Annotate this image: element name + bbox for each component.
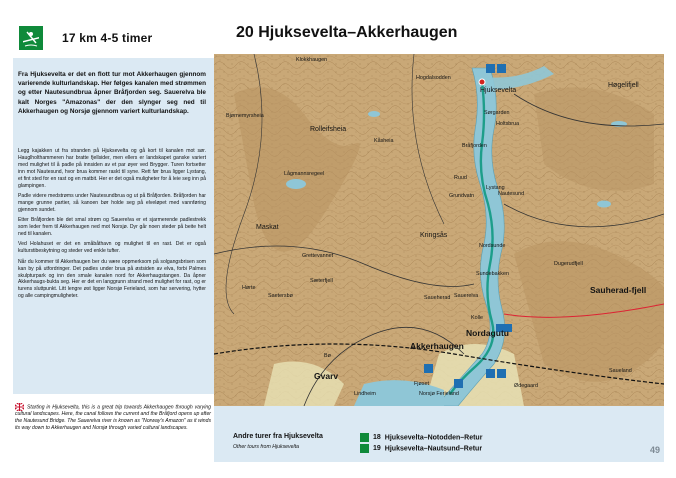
map-label: Ruud: [454, 175, 467, 181]
paragraph: Legg kajakken ut fra stranden på Hjuksevelta og gå kort til kanalen mot sør. Hauglholthammeren har bratte fjellsider, men ellers er landskapet ganske variert med mulighet til å padle på innsiden av et par øyer ved Brygger. Turen fortsetter inn mot Nautesund, hvor brua kommer raskt til syne. Rett før brua ligger Lystang, et fint sted for en rast og en matbit. Her er det også muligheter for å leie seg inn på glampingen.: [18, 148, 206, 189]
page-number: 49: [650, 445, 661, 455]
tour-number: 18: [373, 434, 381, 442]
map-label: Rolleifsheia: [310, 126, 347, 133]
other-tours-subtitle: Other tours from Hjuksevelta: [233, 444, 300, 450]
map-label: Akkerhaugen: [410, 341, 464, 351]
map-label: Sauherad-fjell: [590, 285, 647, 295]
map-label: Nordsunde: [479, 243, 506, 249]
paragraph: Padle videre medstrøms under Nautesundbrua og ut på Bråfjorden. Bråfjorden har mange grunne partier, så kanoen bør holde seg på elveløpet med vannføring gjennom sundet.: [18, 192, 206, 213]
map-label: Lindheim: [354, 391, 376, 397]
map-label: Saueland: [609, 368, 632, 374]
intro-text: Fra Hjuksevelta er det en flott tur mot Akkerhaugen gjennom varierende kulturlandskap. Her følges kanalen med strømmen og etter Nautesundbrua åpner Bråfjorden seg. Sauerelva ble kalt Norges "Amazonas" der den slynger seg ned til Akkerhaugen og Norsjø gjennom variert kulturlandskap.: [18, 71, 206, 115]
other-tour-item[interactable]: [360, 444, 482, 453]
map-label: Kåsheia: [374, 138, 394, 144]
map-label: Høgelifjell: [608, 82, 639, 89]
uk-flag-icon: [15, 403, 24, 411]
map-label: Klokkhaugen: [296, 57, 328, 63]
paragraph: Når du kommer til Akkerhaugen ber du være oppmerksom på solgangsbrisen som kan by på utfordringer. Det padles under brua på østsiden av elva, forbi Palmes skulpturpark og inn den smale kanalen nord for Akkerhaugstangen. Da åpner Akkerhaugs-bukta seg. Her er det en langgrunn strand med mulighet for rast, og er turens sluttpunkt. Litt lengre øst ligger Norsjø Ferieland, som har servering, hytter og alle campingmuligheter.: [18, 258, 206, 300]
map-label: Bjørnemyrsheia: [226, 113, 264, 119]
page-edge: [664, 54, 676, 406]
map-label: Nordagutu: [466, 328, 509, 338]
map-label: Hørte: [242, 285, 256, 291]
kayak-icon: [360, 433, 369, 442]
map-label: Kringsås: [420, 232, 448, 239]
other-tours-title: Andre turer fra Hjuksevelta: [233, 433, 323, 440]
distance-time: 17 km 4-5 timer: [62, 31, 153, 45]
map-label: Lystang: [486, 185, 505, 191]
english-text: Starting in Hjuksevelta, this is a great trip towards Akkerhaugen through varying cultural landscapes. Here, the canal follows the current and the Bråfjord opens up after the Nautesund Bridge. The Sauerelva river is known as "Norway's Amazon" as it winds its way down to Akkerhaugen and Norsjø through varied cultural landscapes.: [15, 404, 211, 432]
map-label: Sundebakken: [476, 271, 509, 277]
map-label: Gvarv: [314, 371, 339, 381]
paragraph: Etter Bråfjorden ble det smal strøm og Sauerelva er et sjarmerende padlestrekk som leder frem til Akkerhaugen ned mot Norsjø. Dyr går noen steder på beite helt ned til kanalen.: [18, 217, 206, 237]
map-label: Saueherad: [424, 295, 451, 301]
map-label: Sæterfjell: [310, 278, 333, 284]
map-label: Sørgarden: [484, 110, 510, 116]
map-label: Sauerelva: [454, 293, 479, 299]
topographic-map: [214, 54, 664, 406]
map-label: Holtsbrua: [496, 121, 520, 127]
body-text: [18, 148, 206, 304]
map-label: Bråfjorden: [462, 143, 487, 149]
page-title: [236, 24, 457, 42]
kayak-icon: [360, 444, 369, 453]
route-title: Hjuksevelta–Akkerhaugen: [258, 24, 458, 41]
tour-label: Hjuksevelta–Nautsund–Retur: [384, 445, 483, 453]
kayak-icon: [19, 26, 43, 50]
map-label: Kolle: [471, 315, 483, 321]
other-tour-item[interactable]: [360, 433, 482, 442]
map-label: Norsjø Ferieland: [419, 391, 459, 397]
english-summary: [15, 403, 211, 432]
map-label: Grettevannet: [302, 253, 334, 259]
map-label: Lågmannsregeel: [284, 171, 325, 177]
paragraph: Ved Holahuset er det en småbåthavn og mulighet til en rast. Det er også kulturstibeskytning og steder ved enkle tufter.: [18, 241, 206, 255]
tour-label: Hjuksevelta–Notodden–Retur: [384, 434, 483, 442]
tour-number: 19: [373, 445, 381, 453]
map-label: Grundvatn: [449, 193, 475, 199]
route-number: 20: [236, 24, 254, 41]
map-label: Dugerudfjell: [554, 261, 583, 267]
route-map: [214, 54, 664, 406]
map-label: Saetersbø: [268, 293, 293, 299]
map-label: Fjøset: [414, 381, 429, 387]
map-label: Nautesund: [498, 191, 525, 197]
map-label: Hjuksevelta: [480, 87, 517, 94]
map-label: Ødegaard: [514, 383, 538, 389]
map-label: Hogdalsodden: [416, 75, 451, 81]
map-label: Maskat: [256, 224, 279, 231]
map-label: Bø: [324, 353, 331, 359]
